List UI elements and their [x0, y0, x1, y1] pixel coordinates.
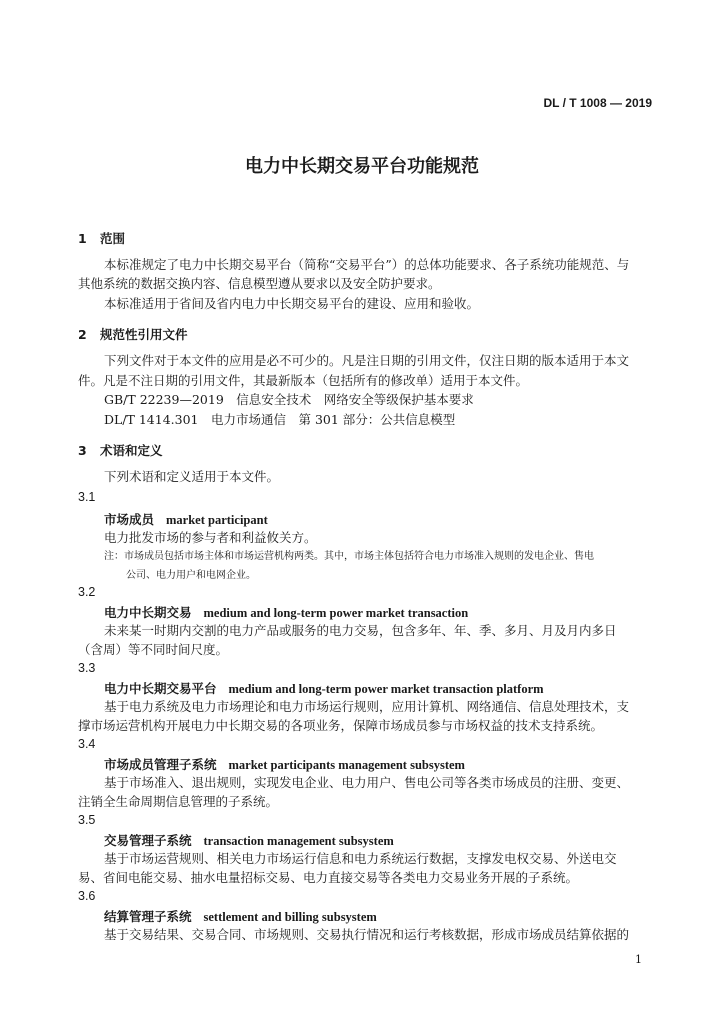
section-1-para-2: 本标准适用于省间及省内电力中长期交易平台的建设、应用和验收。 [104, 296, 480, 311]
term-definition: 基于电力系统及电力市场理论和电力市场运行规则，应用计算机、网络通信、信息处理技术，支 [104, 699, 630, 714]
term-definition: 基于市场运营规则、相关电力市场运行信息和电力系统运行数据，支撑发电权交易、外送电交 [104, 851, 617, 866]
term-definition-cont: 注销全生命周期信息管理的子系统。 [78, 794, 279, 809]
term-number: 3.1 [78, 490, 96, 504]
section-2-para-1-line-1: 下列文件对于本文件的应用是必不可少的。凡是注日期的引用文件，仅注日期的版本适用于本文 [104, 353, 630, 368]
term-title: 电力中长期交易平台 medium and long-term power market transaction platform [104, 681, 544, 696]
section-1-para-1-line-1: 本标准规定了电力中长期交易平台（简称“交易平台”）的总体功能要求、各子系统功能规范、与 [104, 257, 630, 272]
term-definition: 电力批发市场的参与者和利益攸关方。 [104, 530, 317, 545]
term-number: 3.3 [78, 661, 96, 675]
page-number: 1 [635, 953, 642, 966]
term-number: 3.6 [78, 889, 96, 903]
term-title: 市场成员管理子系统 market participants management subsystem [104, 757, 465, 772]
term-title: 市场成员 market participant [104, 512, 268, 527]
document-title: 电力中长期交易平台功能规范 [245, 156, 479, 177]
section-1-para-1-line-2: 其他系统的数据交换内容、信息模型遵从要求以及安全防护要求。 [78, 276, 441, 291]
section-3-heading: 3 术语和定义 [78, 443, 163, 458]
term-definition: 基于交易结果、交易合同、市场规则、交易执行情况和运行考核数据，形成市场成员结算依据的 [104, 927, 630, 942]
section-2-para-1-line-2: 件。凡是不注日期的引用文件，其最新版本（包括所有的修改单）适用于本文件。 [78, 373, 529, 388]
reference-2: DL/T 1414.301 电力市场通信 第 301 部分：公共信息模型 [104, 412, 456, 427]
term-number: 3.4 [78, 737, 96, 751]
term-title: 电力中长期交易 medium and long-term power market transaction [104, 605, 469, 620]
section-1-heading: 1 范围 [78, 231, 126, 246]
section-2-heading: 2 规范性引用文件 [78, 327, 188, 342]
term-title: 结算管理子系统 settlement and billing subsystem [104, 909, 377, 924]
term-definition-cont: 易、省间电能交易、抽水电量招标交易、电力直接交易等各类电力交易业务开展的子系统。 [78, 870, 579, 885]
term-title: 交易管理子系统 transaction management subsystem [104, 833, 394, 848]
term-number: 3.5 [78, 813, 96, 827]
section-3-intro: 下列术语和定义适用于本文件。 [104, 469, 280, 484]
note-line-1: 注：市场成员包括市场主体和市场运营机构两类。其中，市场主体包括符合电力市场准入规则的发电企业、售电 [104, 551, 594, 562]
standard-code: DL / T 1008 — 2019 [543, 96, 652, 110]
term-definition: 未来某一时期内交割的电力产品或服务的电力交易，包含多年、年、季、多月、月及月内多日 [104, 623, 617, 638]
note-line-2: 公司、电力用户和电网企业。 [126, 570, 256, 581]
term-number: 3.2 [78, 585, 96, 599]
term-definition-cont: 撑市场运营机构开展电力中长期交易的各项业务，保障市场成员参与市场权益的技术支持系统。 [78, 718, 604, 733]
reference-1: GB/T 22239—2019 信息安全技术 网络安全等级保护基本要求 [104, 392, 474, 407]
term-definition: 基于市场准入、退出规则，实现发电企业、电力用户、售电公司等各类市场成员的注册、变更、 [104, 775, 630, 790]
term-definition-cont: （含周）等不同时间尺度。 [78, 642, 229, 657]
